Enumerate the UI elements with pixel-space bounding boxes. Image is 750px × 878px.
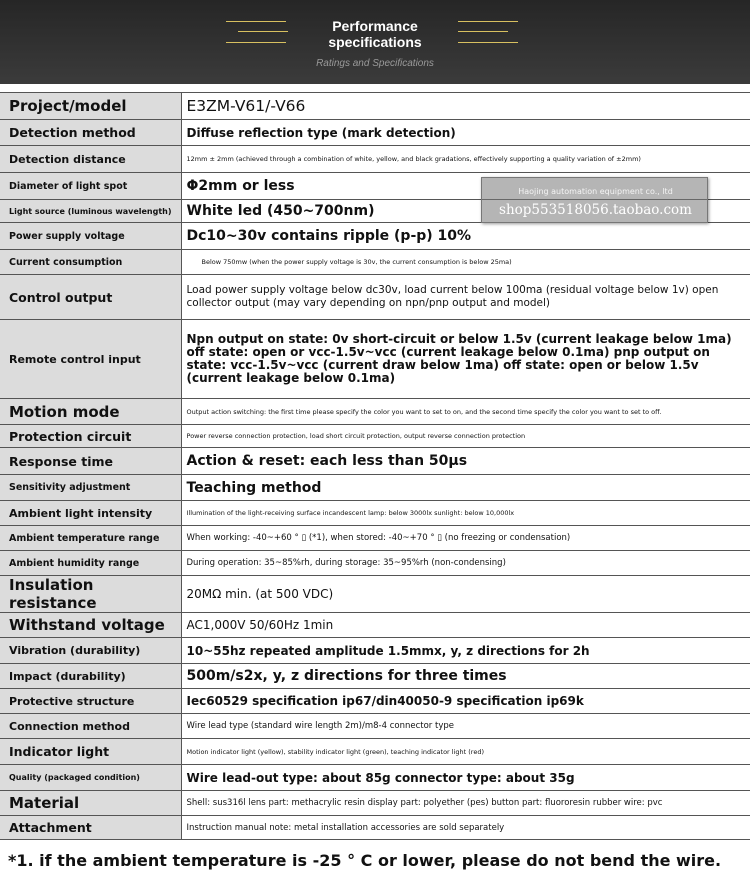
table-row (0, 475, 750, 501)
row-label: Control output (0, 275, 181, 320)
table-row (0, 320, 750, 399)
page-title (0, 18, 750, 50)
table-row (0, 613, 750, 638)
row-label: Motion mode (0, 399, 181, 425)
row-label: Current consumption (0, 250, 181, 275)
row-label: Connection method (0, 714, 181, 739)
row-label: Diameter of light spot (0, 173, 181, 200)
row-label: Withstand voltage (0, 613, 181, 638)
row-label: Project/model (0, 93, 181, 120)
row-value: E3ZM-V61/-V66 (181, 93, 750, 120)
row-label: Vibration (durability) (0, 638, 181, 664)
row-value: Illumination of the light-receiving surface incandescent lamp: below 3000lx sunlight: below 10,000lx (181, 501, 750, 526)
title-line-2: specifications (328, 34, 422, 50)
table-row (0, 93, 750, 120)
row-value: Wire lead type (standard wire length 2m)/m8-4 connector type (181, 714, 750, 739)
row-value: During operation: 35~85%rh, during storage: 35~95%rh (non-condensing) (181, 551, 750, 576)
row-label: Insulation resistance (0, 576, 181, 613)
watermark-shop-url: shop553518056.taobao.com (499, 202, 692, 218)
row-label: Power supply voltage (0, 223, 181, 250)
row-value: Teaching method (181, 475, 750, 501)
table-row (0, 399, 750, 425)
table-row (0, 551, 750, 576)
row-value: AC1,000V 50/60Hz 1min (181, 613, 750, 638)
row-value: Shell: sus316l lens part: methacrylic resin display part: polyether (pes) button part: fluororesin rubber wire: pvc (181, 791, 750, 816)
row-value: Motion indicator light (yellow), stability indicator light (green), teaching indicator light (red) (181, 739, 750, 765)
table-row (0, 664, 750, 689)
table-row (0, 223, 750, 250)
row-value: 20MΩ min. (at 500 VDC) (181, 576, 750, 613)
row-label: Attachment (0, 816, 181, 840)
row-label: Detection method (0, 120, 181, 146)
row-label: Protective structure (0, 689, 181, 714)
table-row (0, 714, 750, 739)
table-row (0, 739, 750, 765)
title-line-1: Performance (332, 18, 418, 34)
row-label: Material (0, 791, 181, 816)
row-value: Instruction manual note: metal installation accessories are sold separately (181, 816, 750, 840)
row-value: 500m/s2x, y, z directions for three times (181, 664, 750, 689)
row-label: Remote control input (0, 320, 181, 399)
table-row (0, 765, 750, 791)
footnote: *1. if the ambient temperature is -25 ° C or lower, please do not bend the wire. (8, 851, 722, 870)
row-value: Below 750mw (when the power supply voltage is 30v, the current consumption is below 25ma) (181, 250, 750, 275)
row-label: Response time (0, 448, 181, 475)
row-value: Wire lead-out type: about 85g connector type: about 35g (181, 765, 750, 791)
table-row (0, 689, 750, 714)
table-row (0, 250, 750, 275)
row-value: Diffuse reflection type (mark detection) (181, 120, 750, 146)
row-label: Ambient light intensity (0, 501, 181, 526)
row-label: Protection circuit (0, 425, 181, 448)
table-row (0, 425, 750, 448)
row-value: Output action switching: the first time please specify the color you want to set to on, and the second time specify the color you want to set to off. (181, 399, 750, 425)
row-label: Detection distance (0, 146, 181, 173)
row-label: Sensitivity adjustment (0, 475, 181, 501)
row-value: Action & reset: each less than 50μs (181, 448, 750, 475)
row-value: 12mm ± 2mm (achieved through a combination of white, yellow, and black gradations, effectively supporting a quality variation of ±2mm) (181, 146, 750, 173)
row-value: 10~55hz repeated amplitude 1.5mmx, y, z directions for 2h (181, 638, 750, 664)
shop-watermark (481, 177, 708, 223)
row-label: Indicator light (0, 739, 181, 765)
row-value: Iec60529 specification ip67/din40050-9 specification ip69k (181, 689, 750, 714)
table-row (0, 816, 750, 840)
row-value: Power reverse connection protection, load short circuit protection, output reverse connection protection (181, 425, 750, 448)
table-row (0, 638, 750, 664)
row-value: White led (450~700nm) (181, 200, 750, 223)
table-row (0, 275, 750, 320)
row-value: Dc10~30v contains ripple (p-p) 10% (181, 223, 750, 250)
table-row (0, 501, 750, 526)
page-subtitle: Ratings and Specifications (316, 58, 434, 69)
table-row (0, 146, 750, 173)
row-label: Ambient temperature range (0, 526, 181, 551)
row-label: Light source (luminous wavelength) (0, 200, 181, 223)
row-value: Load power supply voltage below dc30v, load current below 100ma (residual voltage below 1v) open collector output (may vary depending on npn/pnp output and model) (181, 275, 750, 320)
row-value: Φ2mm or less (181, 173, 750, 200)
watermark-company: Haojing automation equipment co., ltd (518, 187, 673, 196)
row-value: Npn output on state: 0v short-circuit or below 1.5v (current leakage below 1ma) off state: open or vcc-1.5v~vcc (current leakage below 0.1ma) pnp output on state: vcc-1.5v~vcc (current draw below 1ma) off state: open or below 1.5v (current leakage below 0.1ma) (181, 320, 750, 399)
table-row (0, 791, 750, 816)
table-row (0, 576, 750, 613)
table-row (0, 120, 750, 146)
row-label: Impact (durability) (0, 664, 181, 689)
header-banner (0, 0, 750, 84)
row-label: Quality (packaged condition) (0, 765, 181, 791)
table-row (0, 448, 750, 475)
row-label: Ambient humidity range (0, 551, 181, 576)
row-value: When working: -40~+60 ° ▯ (*1), when stored: -40~+70 ° ▯ (no freezing or condensation) (181, 526, 750, 551)
table-row (0, 526, 750, 551)
